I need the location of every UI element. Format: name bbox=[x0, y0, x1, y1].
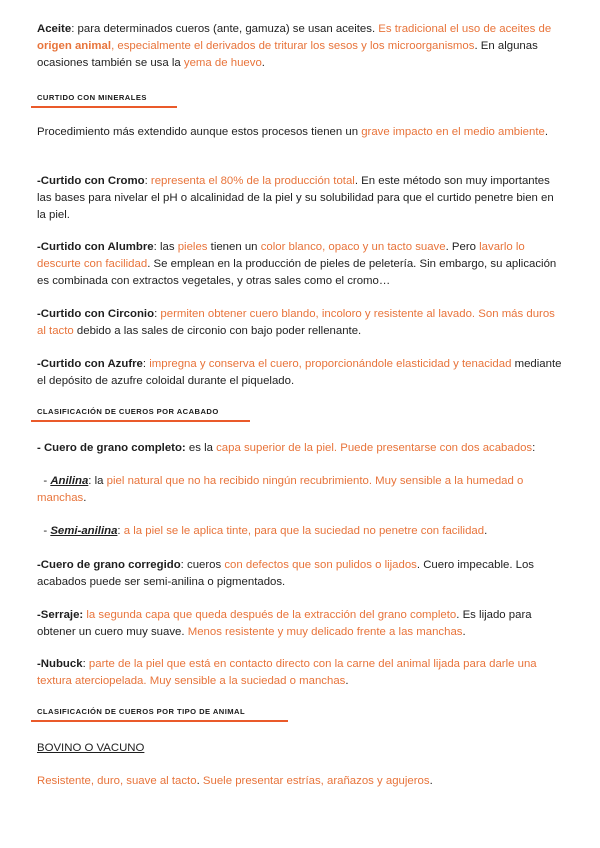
alumbre-highlight-1: pieles bbox=[177, 241, 208, 253]
alumbre-paragraph bbox=[37, 239, 564, 290]
section-heading-acabado: CLASIFICACIÓN DE CUEROS POR ACABADO bbox=[37, 407, 219, 416]
anilina-highlight: piel natural que no ha recibido ningún recubrimiento. Muy sensible a la humedad o manchas bbox=[37, 475, 527, 504]
anilina-term: Anilina bbox=[50, 475, 89, 487]
section-heading-animal: CLASIFICACIÓN DE CUEROS POR TIPO DE ANIMAL bbox=[37, 707, 246, 716]
serraje-text-2: . Es lijado para obtener un cuero muy suave. bbox=[37, 609, 532, 638]
grano-completo-paragraph bbox=[37, 440, 564, 457]
aceite-highlight-yema: yema de huevo bbox=[183, 57, 262, 69]
azufre-term: -Curtido con Azufre bbox=[37, 358, 143, 370]
aceite-highlight-origen: origen animal bbox=[37, 40, 112, 52]
azufre-highlight: impregna y conserva el cuero, proporcionándole elasticidad y tenacidad bbox=[149, 358, 512, 370]
aceite-highlight-3: , especialmente el derivados de triturar los sesos y los microorganismos bbox=[111, 40, 475, 52]
aceite-text-3: . bbox=[261, 57, 265, 69]
cromo-term: -Curtido con Cromo bbox=[37, 175, 145, 187]
nubuck-term: -Nubuck bbox=[37, 658, 83, 670]
alumbre-text-3: . Pero bbox=[445, 241, 480, 253]
semi-anilina-paragraph bbox=[37, 523, 564, 540]
semi-anilina-text-1: : bbox=[117, 525, 124, 537]
nubuck-highlight: parte de la piel que está en contacto directo con la carne del animal lijada para darle una textura aterciopelada. Muy sensible a la suciedad o manchas bbox=[37, 658, 537, 687]
cromo-text-2: . En este método son muy importantes las bases para nivelar el pH o alcalinidad de la piel y su solubilidad para que el curtido penetre bien en la piel. bbox=[37, 175, 554, 221]
grano-corregido-text-2: . Cuero impecable. Los acabados puede ser semi-anilina o pigmentados. bbox=[37, 559, 535, 588]
cromo-paragraph bbox=[37, 173, 564, 224]
circonio-text-1: : bbox=[154, 308, 161, 320]
serraje-text-3: . bbox=[462, 626, 466, 638]
section-heading-minerales: CURTIDO CON MINERALES bbox=[37, 93, 147, 102]
bovino-highlight-1: Resistente, duro, suave al tacto bbox=[37, 775, 197, 787]
grano-completo-text-2: : bbox=[532, 442, 536, 454]
nubuck-paragraph bbox=[37, 656, 564, 690]
procedimiento-text-1: Procedimiento más extendido aunque estos procesos tienen un bbox=[37, 126, 362, 138]
nubuck-text-2: . bbox=[345, 675, 349, 687]
alumbre-text-1: : las bbox=[153, 241, 178, 253]
procedimiento-paragraph bbox=[37, 124, 564, 141]
bovino-title: BOVINO O VACUNO bbox=[37, 742, 145, 754]
bovino-paragraph bbox=[37, 773, 564, 790]
grano-completo-text-1: es la bbox=[185, 442, 217, 454]
azufre-text-1: : bbox=[142, 358, 150, 370]
circonio-highlight: permiten obtener cuero blando, incoloro y resistente al lavado. Son más duros al tacto bbox=[37, 308, 555, 337]
semi-anilina-term: Semi-anilina bbox=[50, 525, 118, 537]
grano-corregido-term: -Cuero de grano corregido bbox=[37, 559, 181, 571]
procedimiento-highlight: grave impacto en el medio ambiente bbox=[361, 126, 545, 138]
alumbre-text-2: tienen un bbox=[207, 241, 261, 253]
section-rule-acabado bbox=[31, 420, 250, 422]
azufre-text-2: mediante el depósito de azufre coloidal durante el piquelado. bbox=[37, 358, 562, 387]
aceite-paragraph bbox=[37, 21, 564, 72]
cromo-highlight: representa el 80% de la producción total bbox=[150, 175, 355, 187]
bovino-text-2: . bbox=[429, 775, 433, 787]
alumbre-highlight-2: color blanco, opaco y un tacto suave bbox=[260, 241, 446, 253]
grano-corregido-paragraph bbox=[37, 557, 564, 591]
aceite-text-2: . En algunas ocasiones también se usa la bbox=[37, 40, 538, 69]
aceite-highlight-1: Es tradicional el uso de aceites de bbox=[378, 23, 552, 35]
azufre-paragraph bbox=[37, 356, 564, 390]
section-rule-minerales bbox=[31, 106, 177, 108]
anilina-paragraph bbox=[37, 473, 564, 507]
semi-anilina-highlight: a la piel se le aplica tinte, para que la suciedad no penetre con facilidad bbox=[123, 525, 485, 537]
section-rule-animal bbox=[31, 720, 288, 722]
procedimiento-text-2: . bbox=[544, 126, 549, 138]
aceite-text-1: : para determinados cueros (ante, gamuza) se usan aceites. bbox=[71, 23, 379, 35]
serraje-highlight-1: la segunda capa que queda después de la extracción del grano completo bbox=[86, 609, 457, 621]
circonio-term: -Curtido con Circonio bbox=[37, 308, 155, 320]
serraje-highlight-2: Menos resistente y muy delicado frente a las manchas bbox=[187, 626, 463, 638]
cromo-text-1: : bbox=[144, 175, 151, 187]
aceite-term: Aceite bbox=[37, 23, 72, 35]
circonio-text-2: debido a las sales de circonio con bajo poder rellenante. bbox=[73, 325, 362, 337]
anilina-text-1: : la bbox=[88, 475, 107, 487]
circonio-paragraph bbox=[37, 306, 564, 340]
nubuck-text-1: : bbox=[82, 658, 89, 670]
semi-anilina-prefix: - bbox=[37, 525, 51, 537]
grano-completo-highlight: capa superior de la piel. Puede presentarse con dos acabados bbox=[216, 442, 533, 454]
alumbre-term: -Curtido con Alumbre bbox=[37, 241, 154, 253]
anilina-prefix: - bbox=[37, 475, 51, 487]
serraje-term: -Serraje: bbox=[37, 609, 84, 621]
alumbre-text-4: . Se emplean en la producción de pieles de peletería. Sin embargo, su aplicación es combinada con extractos vegetales, y otras sales como el cromo… bbox=[37, 258, 557, 287]
bovino-text-1: . bbox=[196, 775, 203, 787]
bovino-title-line bbox=[37, 740, 564, 757]
anilina-text-2: . bbox=[83, 492, 87, 504]
semi-anilina-text-2: . bbox=[484, 525, 488, 537]
bovino-highlight-2: Suele presentar estrías, arañazos y agujeros bbox=[202, 775, 430, 787]
grano-corregido-highlight: con defectos que son pulidos o lijados bbox=[224, 559, 417, 571]
grano-completo-term: - Cuero de grano completo: bbox=[37, 442, 186, 454]
alumbre-highlight-3: lavarlo lo descurte con facilidad bbox=[37, 241, 525, 270]
grano-corregido-text-1: : cueros bbox=[180, 559, 225, 571]
serraje-paragraph bbox=[37, 607, 564, 641]
